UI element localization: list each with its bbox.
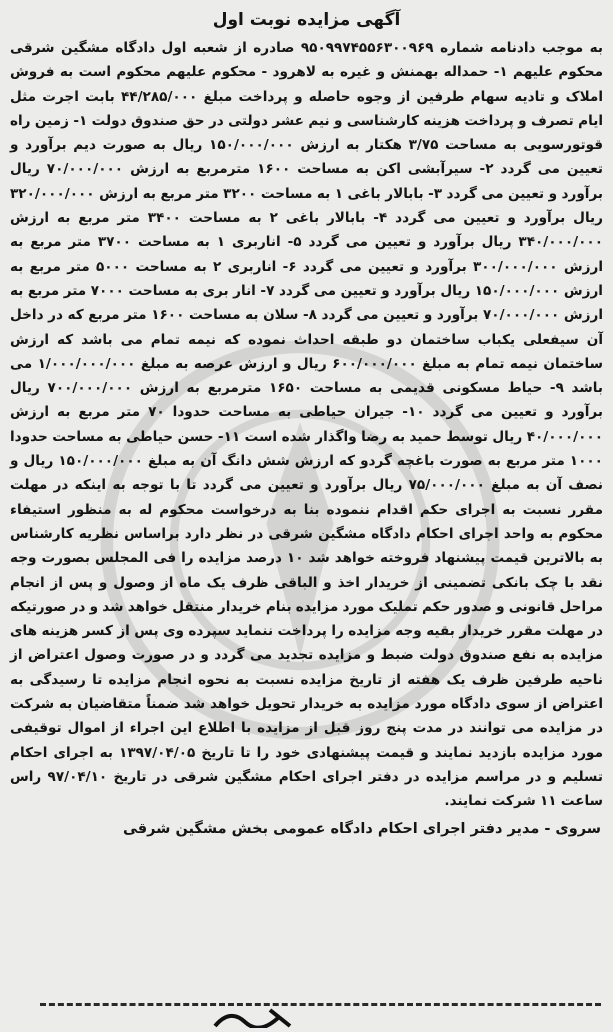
stamp-mark-icon: [210, 1006, 300, 1028]
notice-title: آگهی مزایده نوبت اول: [212, 10, 401, 30]
notice-body: به موجب دادنامه شماره ۹۵۰۹۹۷۴۵۵۶۳۰۰۹۶۹ صادره از شعبه اول دادگاه مشگین شرقی محکوم علیهم ۱- حمداله بهمنش و غیره به لاهرود - محکوم علیهم محکوم است به فروش املاک و تادیه سهام طرفین از وجوه حاصله و پرداخت مبلغ ۴۴/۲۸۵/۰۰۰ بابت اجرت مثل ایام تصرف و پرداخت هزینه کارشناسی و نیم عشر دولتی در حق صندوق دولت ۱- زمین راه قوتورسویی به مساحت ۳/۷۵ هکتار به ارزش ۱۵۰/۰۰۰/۰۰۰ ریال به صورت دیم برآورد و تعیین می گردد ۲- سیرآبشی اکن به مساحت ۱۶۰۰ مترمربع به ارزش ۷۰/۰۰۰/۰۰۰ ریال برآورد و تعیین می گردد ۳- بابالار باغی ۱ به مساحت ۳۲۰۰ متر مربع به ارزش ۳۲۰/۰۰۰/۰۰۰ ریال برآورد و تعیین می گردد ۴- بابالار باغی ۲ به مساحت ۳۴۰۰ متر مربع به ارزش ۳۴۰/۰۰۰/۰۰۰ ریال برآورد و تعیین می گردد ۵- اناربری ۱ به مساحت ۳۷۰۰ متر مربع به ارزش ۳۰۰/۰۰۰/۰۰۰ برآورد و تعیین می گردد ۶- اناربری ۲ به مساحت ۵۰۰۰ متر مربع به ارزش ۱۵۰/۰۰۰/۰۰۰ ریال برآورد و تعیین می گردد ۷- انار بری به مساحت ۷۰۰۰ متر مربع به ارزش ۷۰/۰۰۰/۰۰۰ برآورد و تعیین می گردد ۸- سلان به مساحت ۱۶۰۰ متر مربع که در داخل آن سیفعلی یکباب ساختمان دو طبقه احداث نموده که نیمه تمام می باشد که ارزش ساختمان نیمه تمام به مبلغ ۶۰۰/۰۰۰/۰۰۰ ریال و ارزش عرصه به مبلغ ۱/۰۰۰/۰۰۰/۰۰۰ می باشد ۹- حیاط مسکونی قدیمی به مساحت ۱۶۵۰ مترمربع به ارزش ۷۰۰/۰۰۰/۰۰۰ ریال برآورد و تعیین می گردد ۱۰- جیران حیاطی به مساحت حدودا ۷۰ متر مربع به ارزش ۴۰/۰۰۰/۰۰۰ ریال توسط حمید به رضا واگذار شده است ۱۱- حسن حیاطی به مساحت حدودا ۱۰۰۰ متر مربع به صورت باغچه گردو که ارزش شش دانگ آن به مبلغ ۱۵۰/۰۰۰/۰۰۰ ریال و نصف آن به مبلغ ۷۵/۰۰۰/۰۰۰ ریال برآورد و تعیین می گردد تا با توجه به اینکه در مهلت مقرر نسبت به اجرای حکم اقدام ننموده بنا به درخواست محکوم له به منظور استیفاء محکوم به واحد اجرای احکام دادگاه مشگین شرقی در نظر دارد براساس نظریه کارشناس به بالاترین قیمت پیشنهاد فروخته خواهد شد ۱۰ درصد مزایده را فی المجلس بصورت وجه نقد با چک بانکی تضمینی از خریدار اخذ و الباقی ظرف یک ماه از وصول و پس از انجام مراحل قانونی و صدور حکم تملیک مورد مزایده بنام خریدار منتقل خواهد شد و در صورتیکه در مهلت مقرر خریدار بقیه وجه مزایده را پرداخت ننماید سپرده وی پس از کسر هزینه های مزایده به نفع صندوق دولت ضبط و مزایده تجدید می گردد و در صورت وصول اعتراض از ناحیه طرفین ظرف یک هفته از تاریخ مزایده نسبت به نحوه انجام مزایده تا رسیدگی به اعتراض از سوی دادگاه مورد مزایده به خریدار تحویل خواهد شد ضمناً متقاضیان به شرکت در مزایده می توانند در مدت پنج روز قبل از مزایده با اطلاع این اجراء از اموال توقیفی مورد مزایده بازدید نمایند و قیمت پیشنهادی خود را تا تاریخ ۱۳۹۷/۰۴/۰۵ به اجرای احکام تسلیم و در مراسم مزایده در دفتر اجرای احکام مشگین شرقی در تاریخ ۹۷/۰۴/۱۰ راس ساعت ۱۱ شرکت نمایند.: [10, 40, 604, 810]
notice-signature: سروی - مدیر دفتر اجرای احکام دادگاه عمومی بخش مشگین شرقی: [122, 820, 601, 837]
bottom-separator: [40, 1003, 601, 1028]
